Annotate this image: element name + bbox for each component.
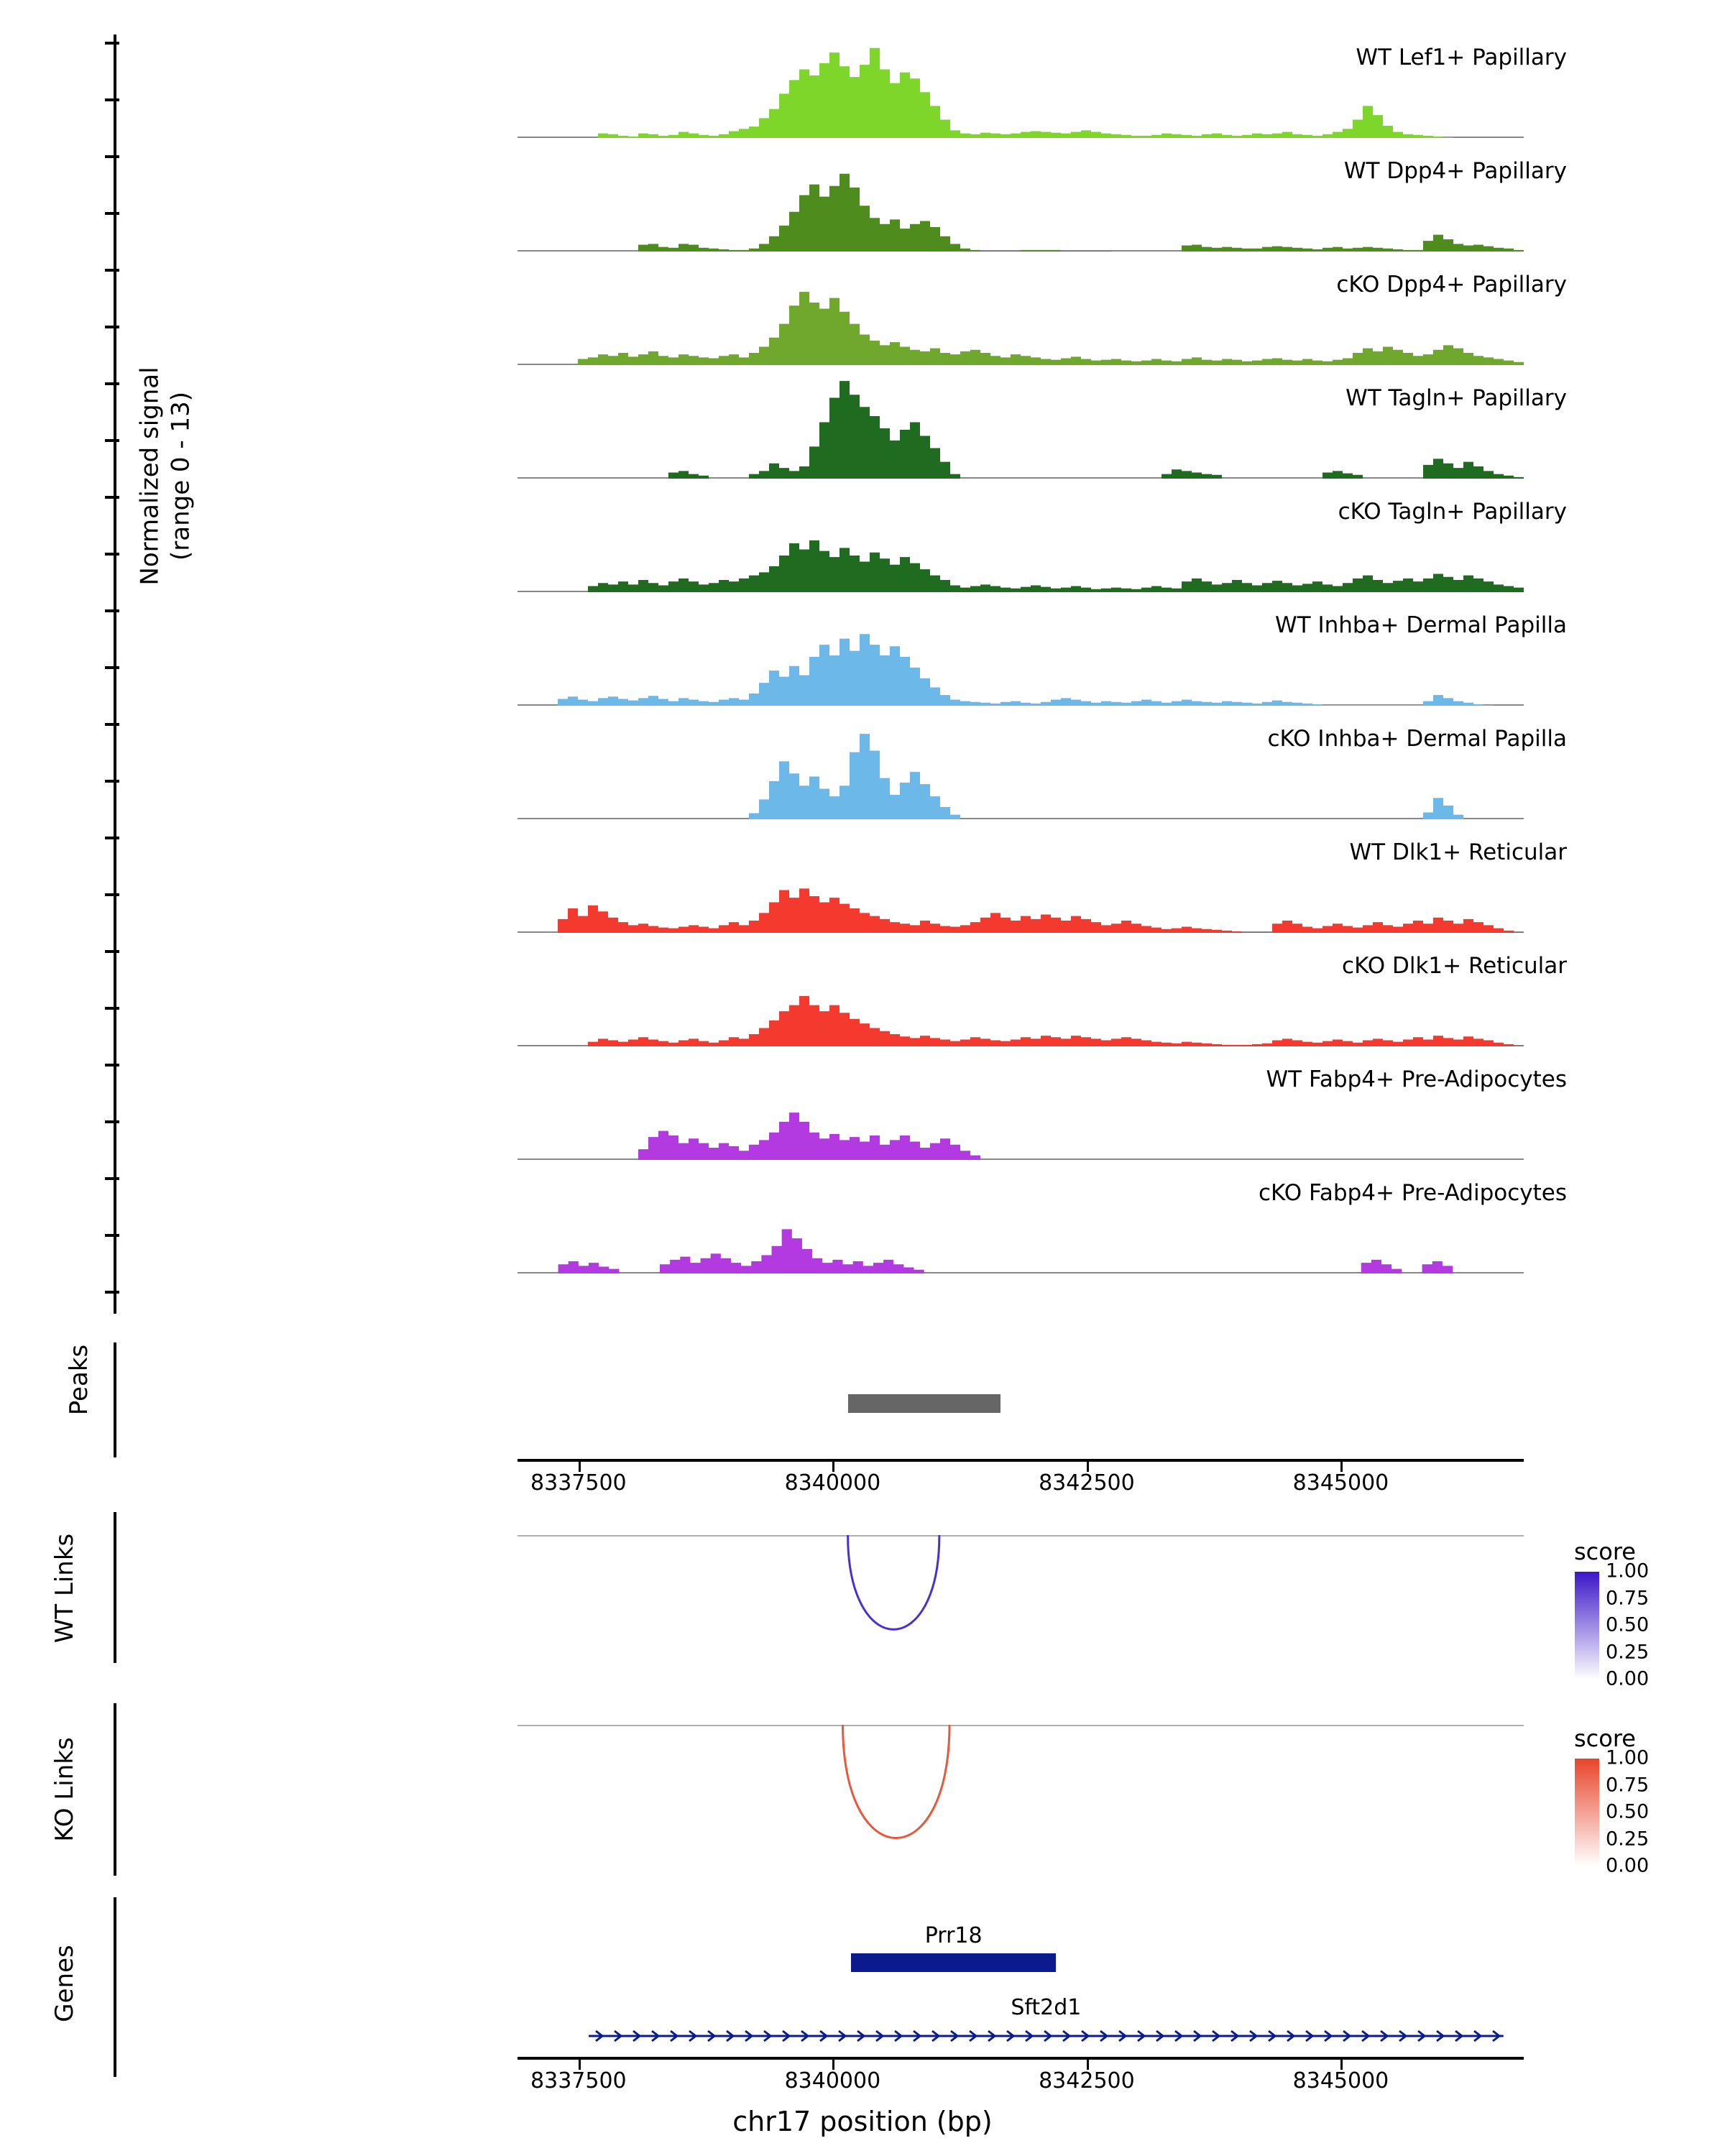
coverage-track-label: WT Inhba+ Dermal Papilla <box>1275 612 1567 638</box>
ko-legend-ticks <box>1600 1746 1679 1877</box>
coverage-track-area <box>518 829 1524 943</box>
x-axis-top-tick-label: 8342500 <box>1039 1470 1135 1496</box>
coverage-track <box>129 1170 1567 1284</box>
genes-axis-line <box>114 1897 116 2077</box>
coverage-track-area <box>518 602 1524 716</box>
x-axis-top-tick-label: 8340000 <box>784 1470 881 1496</box>
coverage-track-label: cKO Tagln+ Papillary <box>1338 499 1567 525</box>
coverage-axis-tick <box>105 1177 119 1180</box>
coverage-axis-tick <box>105 1007 119 1010</box>
ko-links-panel-label: KO Links <box>50 1737 79 1842</box>
coverage-axis-tick <box>105 212 119 215</box>
coverage-track-label: cKO Dlk1+ Reticular <box>1342 953 1567 979</box>
coverage-track-label: WT Tagln+ Papillary <box>1346 385 1567 411</box>
wt-legend-ticks <box>1600 1560 1679 1690</box>
coverage-track-area <box>518 489 1524 602</box>
coverage-axis-tick <box>105 1234 119 1237</box>
coverage-track-area <box>518 34 1524 148</box>
coverage-track-area <box>518 1170 1524 1284</box>
coverage-axis-tick <box>105 950 119 953</box>
x-axis-top-line <box>518 1459 1524 1462</box>
coverage-track-plot <box>518 34 1524 148</box>
coverage-track-plot <box>518 262 1524 375</box>
coverage-track-label: cKO Inhba+ Dermal Papilla <box>1267 726 1567 752</box>
wt-links-arcs <box>518 1535 1524 1672</box>
coverage-track <box>129 829 1567 943</box>
legend-tick-label: 0.00 <box>1606 1854 1650 1877</box>
coverage-track <box>129 1056 1567 1170</box>
coverage-track-area <box>518 943 1524 1056</box>
coverage-track-label: cKO Dpp4+ Papillary <box>1336 272 1567 298</box>
wt-links-axis-line <box>114 1512 116 1663</box>
x-axis-top-tick-label: 8345000 <box>1292 1470 1389 1496</box>
coverage-axis-tick <box>105 780 119 783</box>
coverage-axis-tick <box>105 439 119 442</box>
coverage-track-label: cKO Fabp4+ Pre-Adipocytes <box>1259 1180 1567 1206</box>
coverage-track <box>129 602 1567 716</box>
legend-tick-label: 0.25 <box>1606 1828 1650 1850</box>
coverage-track-area <box>518 148 1524 262</box>
legend-tick-label: 0.75 <box>1606 1774 1650 1796</box>
coverage-track <box>129 148 1567 262</box>
coverage-axis-tick <box>105 837 119 839</box>
coverage-axis-tick <box>105 496 119 499</box>
coverage-axis-tick <box>105 553 119 556</box>
ko-legend-title: score <box>1574 1725 1636 1752</box>
legend-tick-label: 0.50 <box>1606 1800 1650 1823</box>
coverage-track-plot <box>518 489 1524 602</box>
coverage-axis-tick <box>105 609 119 612</box>
wt-legend-title: score <box>1574 1538 1636 1565</box>
ko-legend-colorbar <box>1574 1758 1600 1867</box>
coverage-axis-tick <box>105 1064 119 1067</box>
coverage-track <box>129 716 1567 829</box>
coverage-track-plot <box>518 375 1524 489</box>
coverage-track-area <box>518 375 1524 489</box>
coverage-track-label: WT Dpp4+ Papillary <box>1343 158 1567 184</box>
x-axis-bottom-tick-label: 8337500 <box>530 2068 627 2093</box>
wt-links-panel-label: WT Links <box>50 1533 79 1644</box>
coverage-axis-tick <box>105 723 119 726</box>
legend-tick-label: 0.50 <box>1606 1613 1650 1636</box>
legend-tick-label: 1.00 <box>1606 1560 1650 1583</box>
y-axis-label-line2: (range 0 - 13) <box>166 392 195 561</box>
legend-tick-label: 0.25 <box>1606 1641 1650 1663</box>
coverage-axis-tick <box>105 1120 119 1123</box>
gene-body <box>851 1953 1057 1972</box>
y-axis-label-line1: Normalized signal <box>135 367 165 586</box>
coverage-track-plot <box>518 602 1524 716</box>
coverage-track-plot <box>518 716 1524 829</box>
coverage-track-area <box>518 1056 1524 1170</box>
coverage-axis-tick <box>105 155 119 158</box>
wt-links-legend <box>1574 1538 1679 1690</box>
peaks-axis-line <box>114 1342 116 1457</box>
gene-body <box>589 2025 1504 2047</box>
coverage-track-area <box>518 716 1524 829</box>
coverage-axis-tick <box>105 326 119 328</box>
coverage-track-plot <box>518 829 1524 943</box>
coverage-axis-tick <box>105 382 119 385</box>
peaks-panel-label: Peaks <box>65 1344 93 1416</box>
gene-label: Sft2d1 <box>1011 1995 1082 2020</box>
coverage-axis-tick <box>105 98 119 101</box>
x-axis-top-tick-label: 8337500 <box>530 1470 627 1496</box>
x-axis-bottom-tick-label: 8340000 <box>784 2068 881 2093</box>
x-axis-bottom-line <box>518 2057 1524 2060</box>
wt-legend-colorbar <box>1574 1571 1600 1680</box>
legend-tick-label: 0.75 <box>1606 1587 1650 1609</box>
genes-panel-label: Genes <box>50 1945 79 2022</box>
coverage-track-area <box>518 262 1524 375</box>
coverage-track-label: WT Lef1+ Papillary <box>1356 45 1567 70</box>
ko-links-axis-line <box>114 1703 116 1876</box>
coverage-axis-tick <box>105 666 119 669</box>
gene-label: Prr18 <box>924 1923 983 1948</box>
legend-tick-label: 0.00 <box>1606 1667 1650 1690</box>
coverage-track-plot <box>518 148 1524 262</box>
coverage-axis-tick <box>105 269 119 272</box>
ko-links-legend <box>1574 1725 1679 1877</box>
x-axis-bottom-tick-label: 8345000 <box>1292 2068 1389 2093</box>
x-axis-label: chr17 position (bp) <box>732 2106 993 2137</box>
ko-links-arcs <box>518 1725 1524 1883</box>
coverage-track <box>129 375 1567 489</box>
coverage-axis-tick <box>105 1291 119 1294</box>
legend-tick-label: 1.00 <box>1606 1746 1650 1769</box>
coverage-track <box>129 34 1567 148</box>
coverage-axis-tick <box>105 893 119 896</box>
coverage-track-plot <box>518 943 1524 1056</box>
coverage-track-label: WT Dlk1+ Reticular <box>1349 839 1567 865</box>
coverage-track <box>129 262 1567 375</box>
coverage-track <box>129 489 1567 602</box>
coverage-track <box>129 943 1567 1056</box>
coverage-track-label: WT Fabp4+ Pre-Adipocytes <box>1266 1067 1567 1092</box>
coverage-track-plot <box>518 1056 1524 1170</box>
x-axis-bottom-tick-label: 8342500 <box>1039 2068 1135 2093</box>
peak-region <box>848 1394 1000 1413</box>
coverage-track-plot <box>518 1170 1524 1284</box>
coverage-axis-tick <box>105 42 119 45</box>
